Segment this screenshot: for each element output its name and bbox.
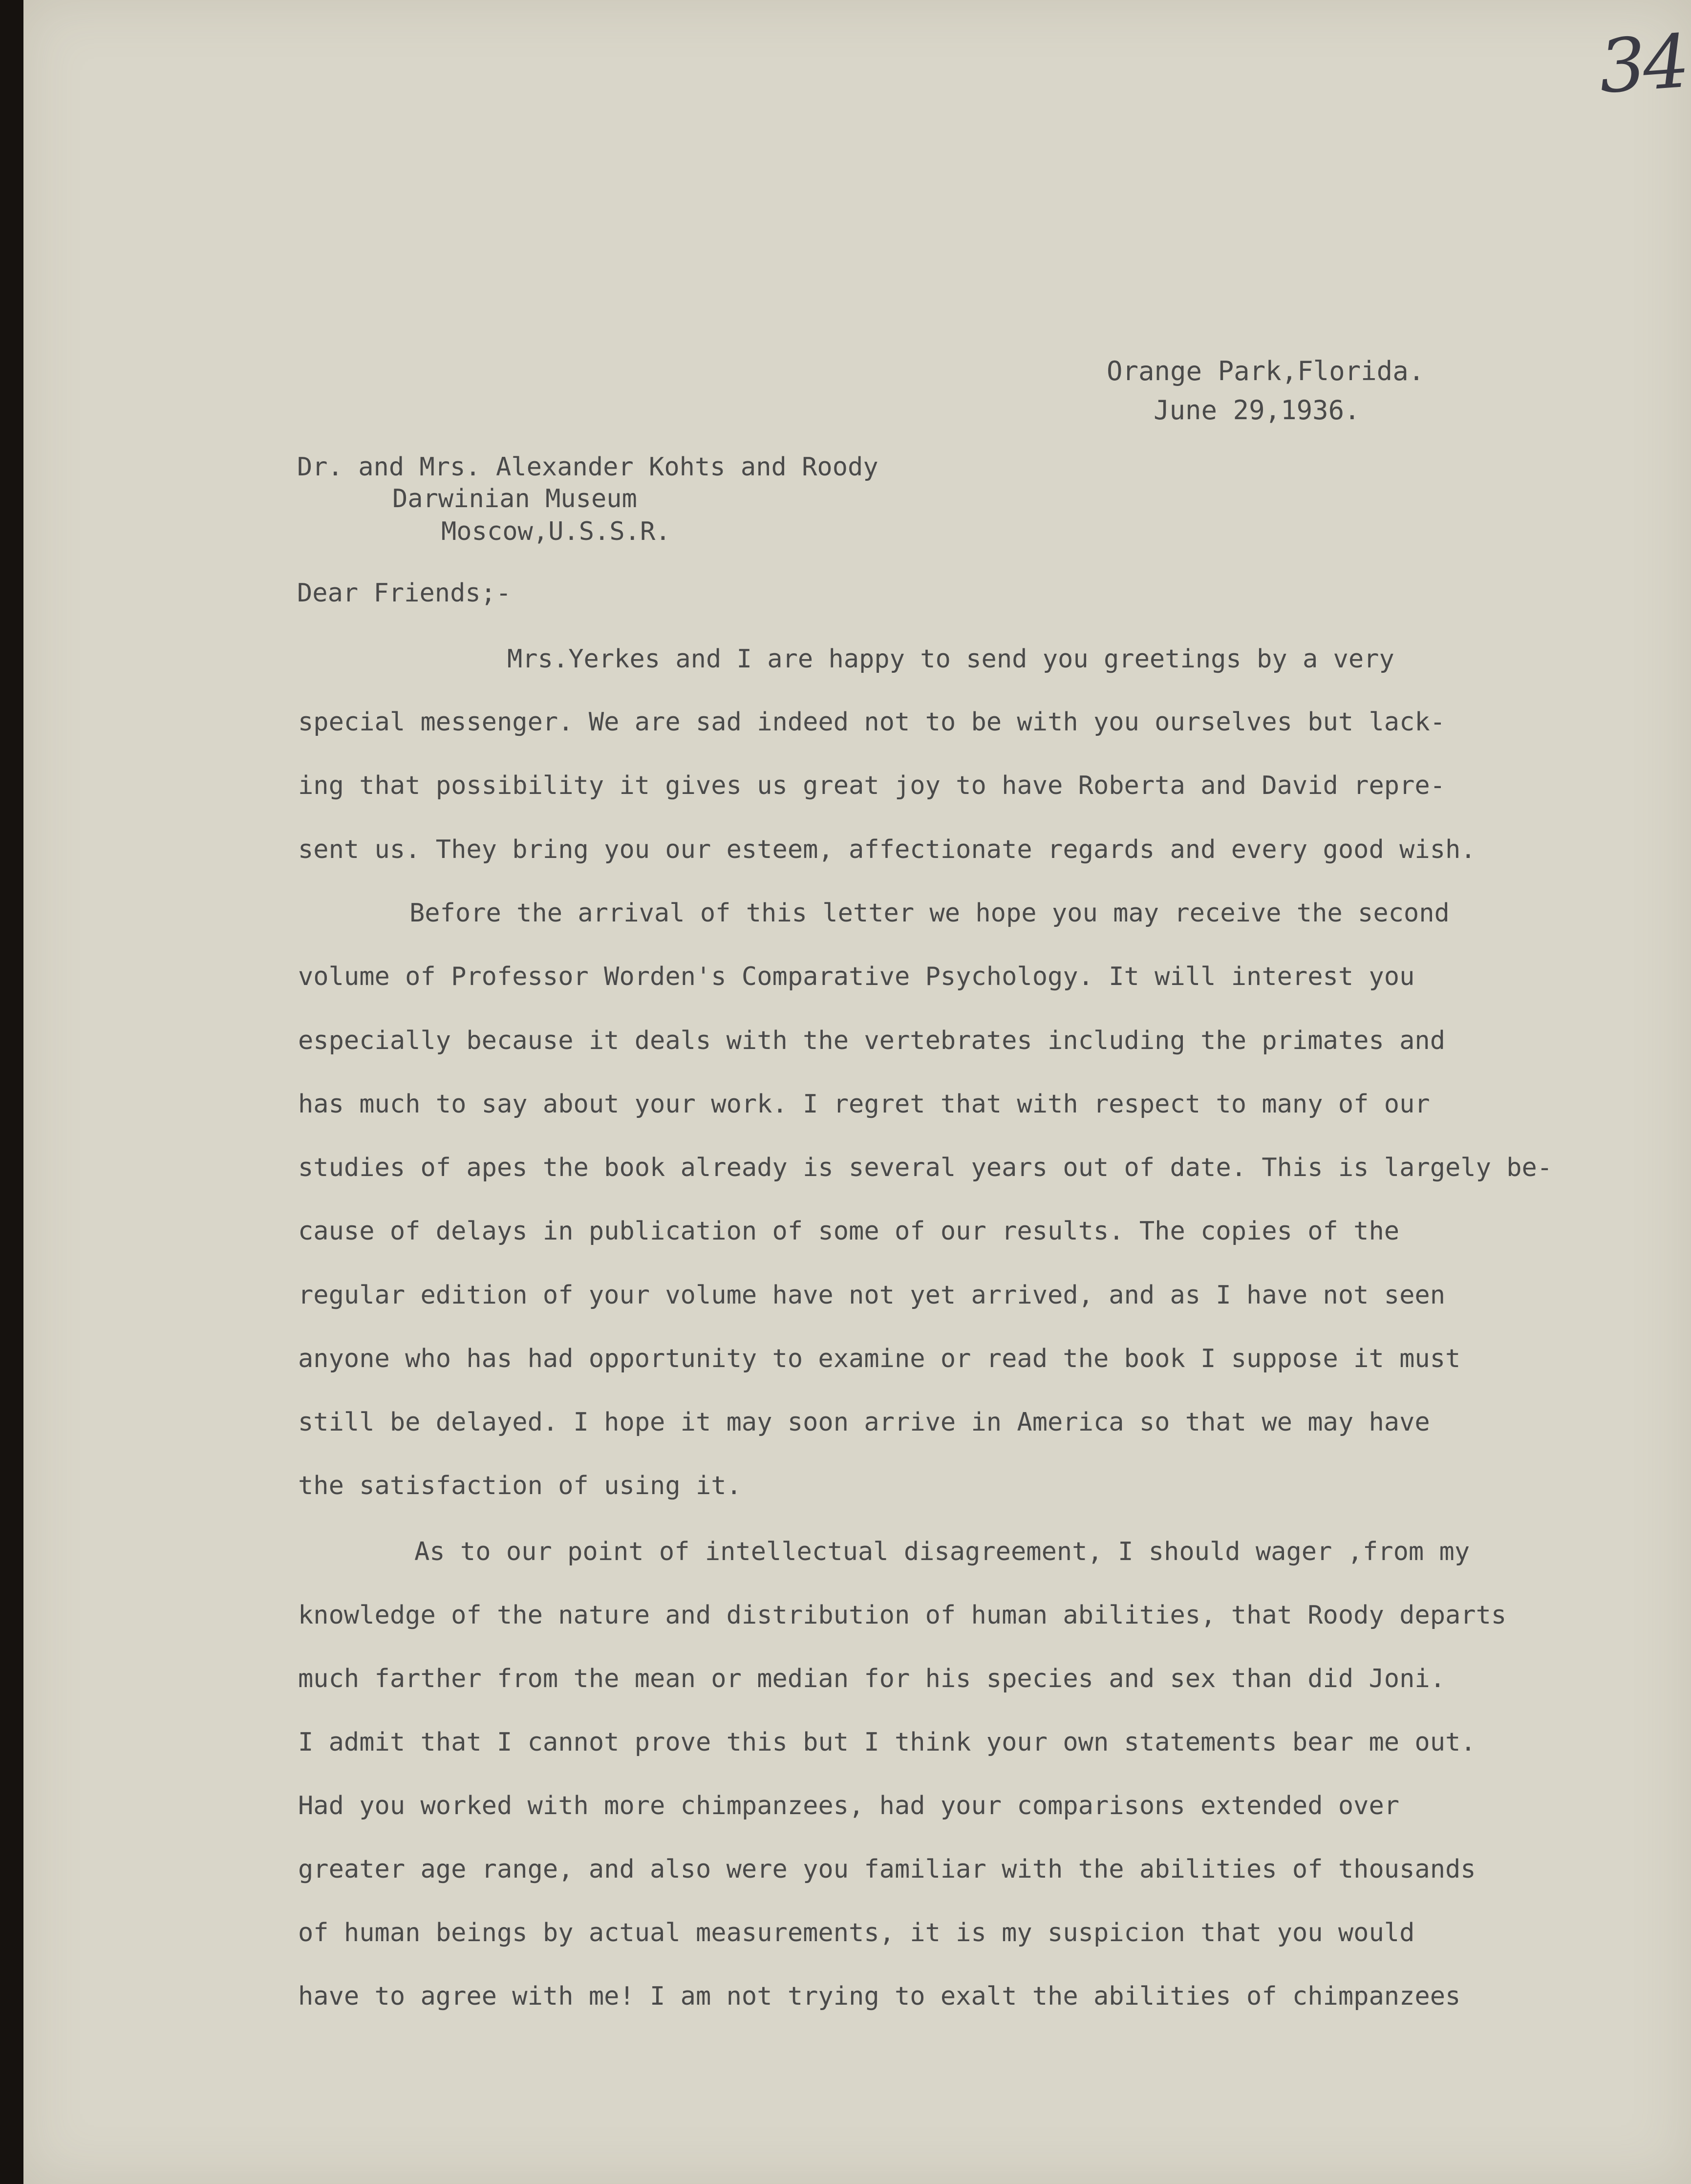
- recipient-name: Dr. and Mrs. Alexander Kohts and Roody: [297, 452, 878, 482]
- body-line: have to agree with me! I am not trying to exalt the abilities of chimpanzees: [298, 1982, 1461, 2011]
- body-line: the satisfaction of using it.: [298, 1471, 742, 1500]
- body-line: of human beings by actual measurements, it is my suspicion that you would: [298, 1918, 1415, 1948]
- body-line: As to our point of intellectual disagreement, I should wager ,from my: [414, 1537, 1470, 1566]
- body-line: Had you worked with more chimpanzees, had your comparisons extended over: [298, 1791, 1400, 1820]
- body-line: anyone who has had opportunity to examine or read the book I suppose it must: [298, 1344, 1461, 1373]
- recipient-location: Moscow,U.S.S.R.: [441, 517, 671, 546]
- body-line: studies of apes the book already is several years out of date. This is largely be-: [298, 1153, 1553, 1182]
- salutation: Dear Friends;-: [297, 578, 512, 608]
- date-line: June 29,1936.: [1154, 395, 1360, 426]
- body-line: greater age range, and also were you familiar with the abilities of thousands: [298, 1855, 1476, 1884]
- page-number: 34: [1596, 19, 1690, 110]
- body-line: Before the arrival of this letter we hope you may receive the second: [409, 899, 1450, 928]
- body-line: volume of Professor Worden's Comparative Psychology. It will interest you: [298, 962, 1415, 991]
- body-line: has much to say about your work. I regret that with respect to many of our: [298, 1090, 1430, 1119]
- body-line: Mrs.Yerkes and I are happy to send you greetings by a very: [507, 644, 1394, 674]
- body-line: regular edition of your volume have not yet arrived, and as I have not seen: [298, 1281, 1445, 1310]
- recipient-institution: Darwinian Museum: [392, 484, 637, 514]
- body-line: still be delayed. I hope it may soon arrive in America so that we may have: [298, 1408, 1430, 1437]
- body-line: ing that possibility it gives us great joy to have Roberta and David repre-: [298, 771, 1445, 800]
- body-line: knowledge of the nature and distribution of human abilities, that Roody departs: [298, 1601, 1507, 1630]
- body-line: cause of delays in publication of some of our results. The copies of the: [298, 1217, 1400, 1246]
- body-line: much farther from the mean or median for his species and sex than did Joni.: [298, 1664, 1445, 1693]
- letter-page: [23, 0, 1691, 2184]
- place-line: Orange Park,Florida.: [1107, 356, 1425, 386]
- body-line: special messenger. We are sad indeed not to be with you ourselves but lack-: [298, 707, 1445, 737]
- body-line: I admit that I cannot prove this but I think your own statements bear me out.: [298, 1728, 1476, 1757]
- body-line: sent us. They bring you our esteem, affectionate regards and every good wish.: [298, 835, 1476, 864]
- body-line: especially because it deals with the vertebrates including the primates and: [298, 1026, 1445, 1055]
